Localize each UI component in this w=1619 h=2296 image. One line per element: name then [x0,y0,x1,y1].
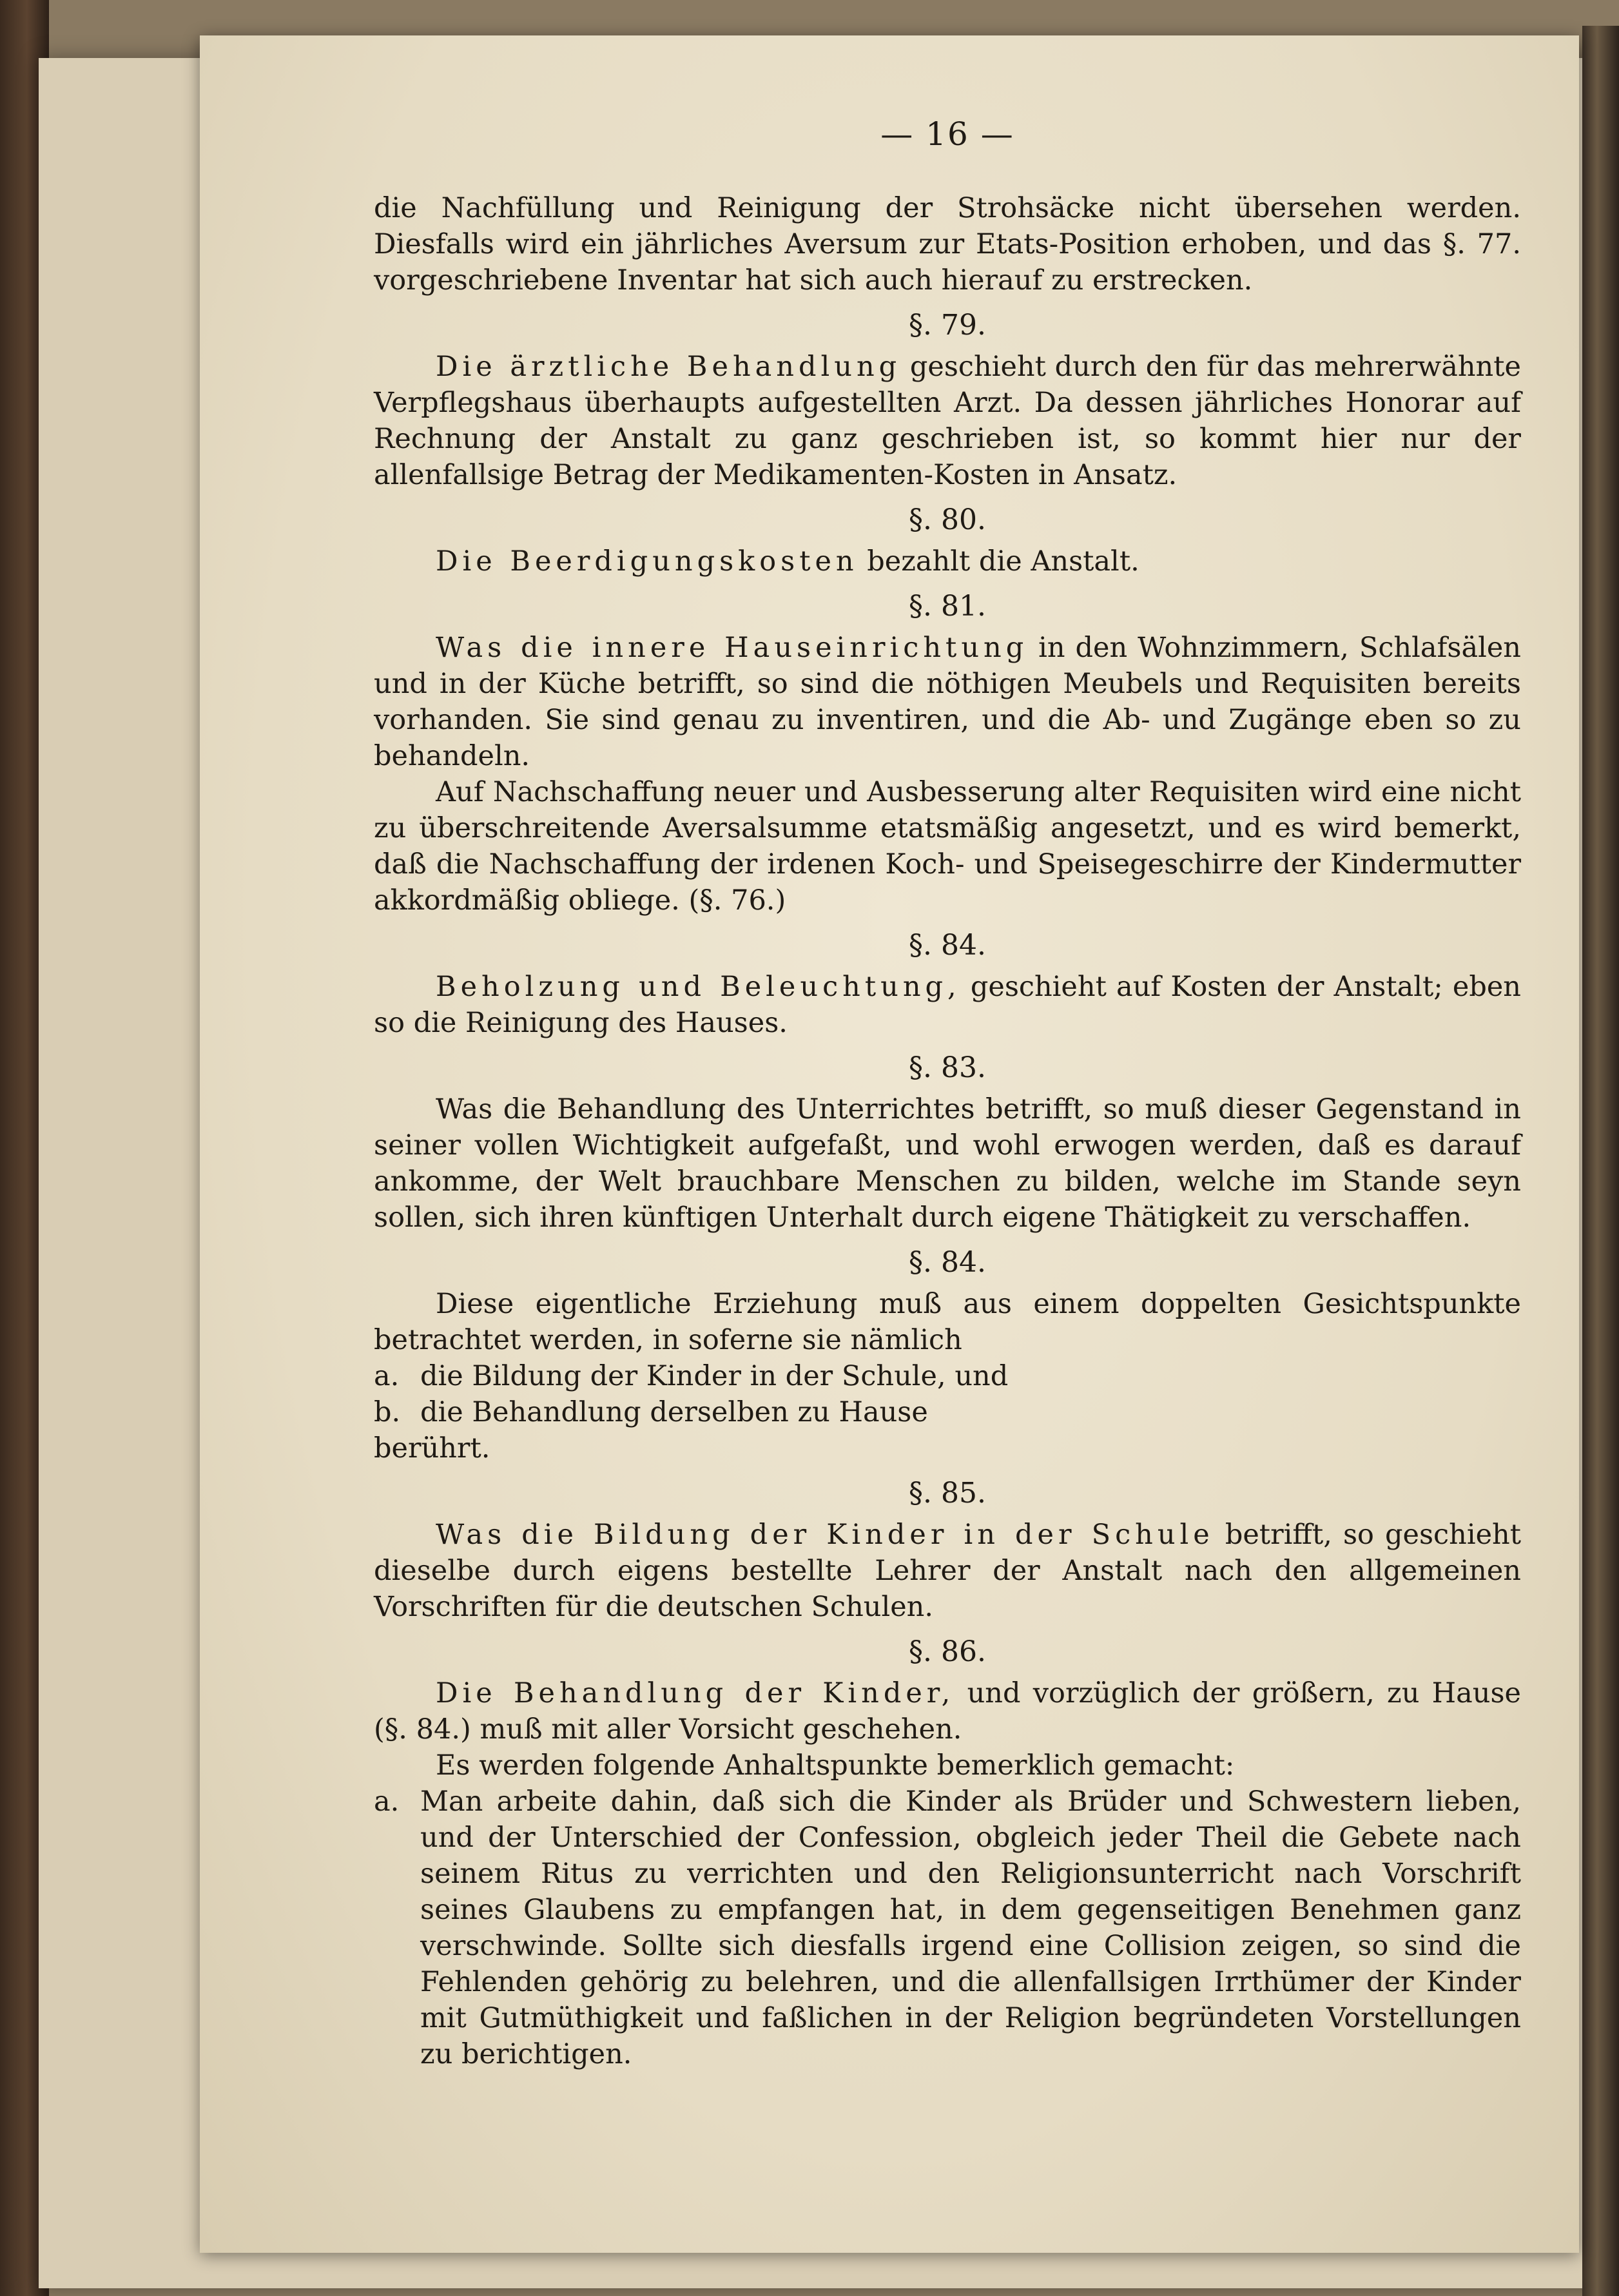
list-item: a. die Bildung der Kinder in der Schule, und [374,1360,1009,1392]
paragraph-86a: Die Behandlung der Kinder, und vorzüglich der größern, zu Hause (§. 84.) muß mit aller Vorsicht geschehen. [374,1677,1521,1746]
paragraph-84a: Beholzung und Beleuchtung, geschieht auf Kosten der Anstalt; eben so die Reinigung des Hauses. [374,971,1522,1039]
paragraph-86b: Es werden folgende Anhaltspunkte bemerklich gemacht: [436,1749,1235,1782]
paragraph-85: Was die Bildung der Kinder in der Schule betrifft, so geschieht dieselbe durch eigens bestellte Lehrer der Anstalt nach den allgemeinen Vorschriften für die deutschen Schulen. [374,1519,1522,1623]
paragraph-79: Die ärztliche Behandlung geschieht durch den für das mehrerwähnte Verpflegshaus überhaupts aufgestellten Arzt. Da dessen jährliches Honorar auf Rechnung der Anstalt zu ganz geschrieben ist, so kommt hier nur der allenfallsige Betrag der Medikamenten-Kosten in Ansatz. [374,351,1521,491]
book-page [200,35,1579,2253]
section-heading-80: §. 80. [909,503,986,536]
paragraph-80: Die Beerdigungskosten bezahlt die Anstalt. [436,545,1139,578]
paragraph-continuation: die Nachfüllung und Reinigung der Strohsäcke nicht übersehen werden. Diesfalls wird ein jährliches Aversum zur Etats-Position erhoben, und das §. 77. vorgeschriebene Inventar hat sich auch hierauf zu erstrecken. [374,192,1521,297]
page-number: — 16 — [880,115,1014,153]
section-heading-86: §. 86. [909,1635,986,1668]
paragraph-81a: Was die innere Hauseinrichtung in den Wohnzimmern, Schlafsälen und in der Küche betrifft, so sind die nöthigen Meubels und Requisiten bereits vorhanden. Sie sind genau zu inventiren, und die Ab- und Zugänge eben so zu behandeln. [374,632,1521,772]
section-heading-83: §. 83. [909,1051,986,1084]
section-heading-84b: §. 84. [909,1246,986,1279]
list-item: a. Man arbeite dahin, daß sich die Kinder als Brüder und Schwestern lieben, und der Unterschied der Confession, obgleich jeder Theil die Gebete nach seinem Ritus zu verrichten und den Religionsunterricht nach Vorschrift seines Glaubens zu empfangen hat, in dem gegenseitigen Benehmen ganz verschwinde. Sollte sich diesfalls irgend eine Collision zeigen, so sind die Fehlenden gehörig zu belehren, und die allenfallsigen Irrthümer der Kinder mit Gutmüthigkeit und faßlichen in der Religion begründeten Vorstellungen zu berichtigen. [374,1785,1521,2070]
section-heading-84a: §. 84. [909,929,986,962]
page-body [374,190,1521,2072]
paragraph-84b-end: berührt. [374,1432,490,1464]
section-heading-79: §. 79. [909,309,986,342]
section-heading-81: §. 81. [909,590,986,623]
right-page-edge [1582,26,1619,2296]
paragraph-83: Was die Behandlung des Unterrichtes betrifft, so muß dieser Gegenstand in seiner vollen Wichtigkeit aufgefaßt, und wohl erwogen werden, daß es darauf ankomme, der Welt brauchbare Menschen zu bilden, welche im Stande seyn sollen, sich ihren künftigen Unterhalt durch eigene Thätigkeit zu verschaffen. [374,1093,1521,1234]
list-item: b. die Behandlung derselben zu Hause [374,1396,928,1428]
paragraph-84b: Diese eigentliche Erziehung muß aus einem doppelten Gesichtspunkte betrachtet werden, in soferne sie nämlich [374,1288,1521,1356]
section-heading-85: §. 85. [909,1477,986,1510]
paragraph-81b: Auf Nachschaffung neuer und Ausbesserung alter Requisiten wird eine nicht zu überschreitende Aversalsumme etatsmäßig angesetzt, und es wird bemerkt, daß die Nachschaffung der irdenen Koch- und Speisegeschirre der Kindermutter akkordmäßig obliege. (§. 76.) [374,776,1521,917]
